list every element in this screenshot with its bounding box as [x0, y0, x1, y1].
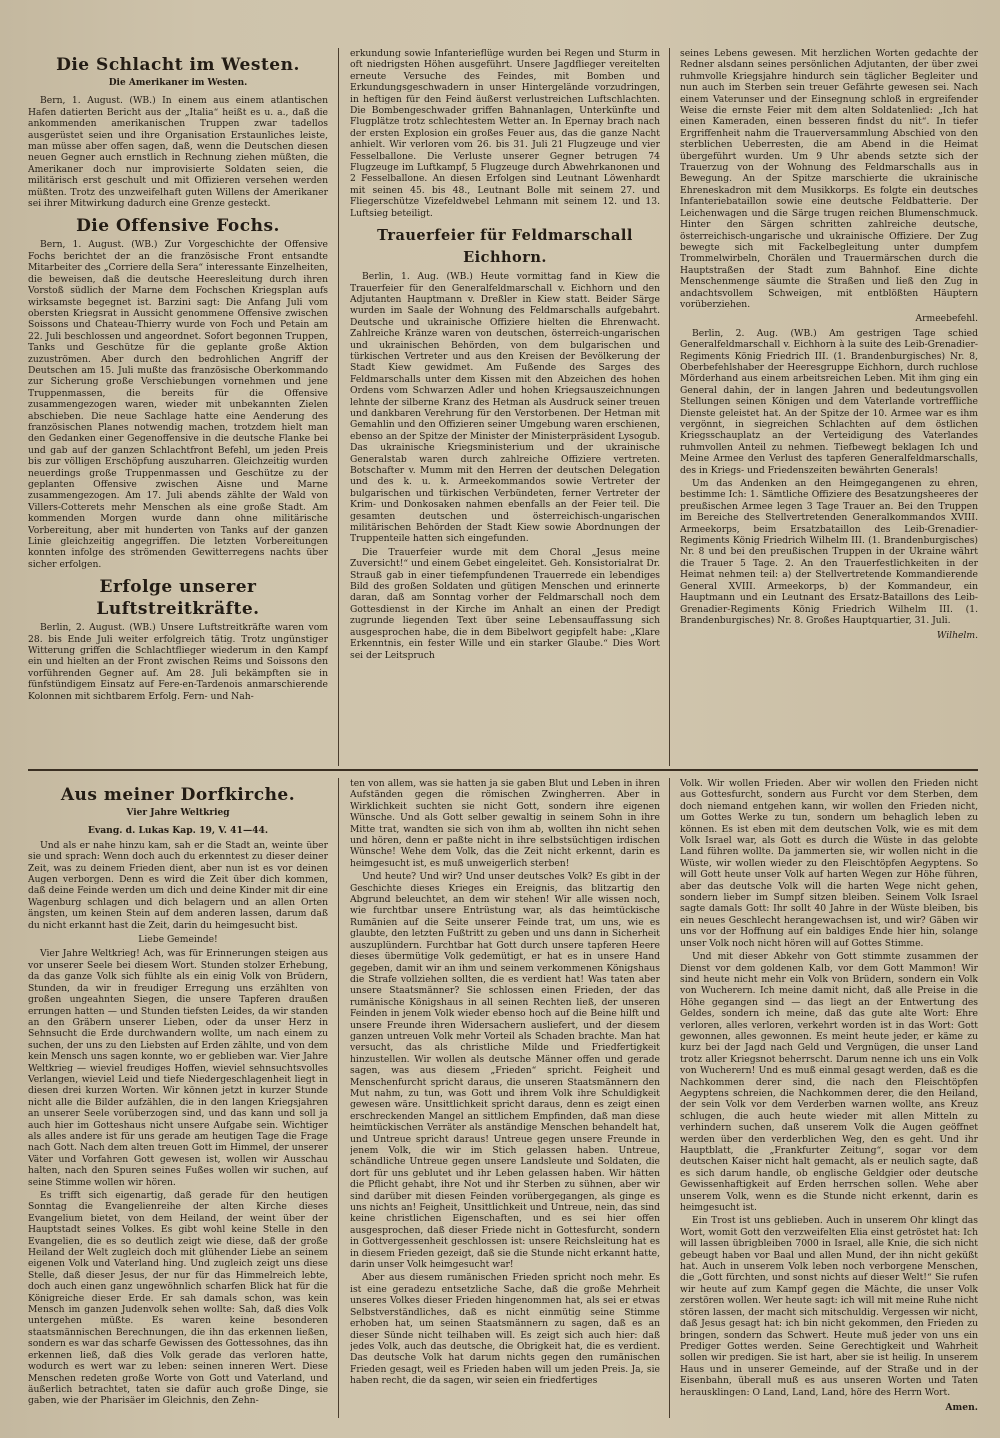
top-section	[28, 48, 978, 766]
top-column-2	[350, 48, 660, 766]
article-paragraph: Bern, 1. August. (WB.) Zur Vorgeschichte der Offensive Fochs berichtet der an die französische Front entsandte Mitarbeiter des „Corriere della Sera“ interessante Einzelheiten, die beweisen, daß die deutsche Heeresleitung durch ihren Vorstoß südlich der Marne dem Fochschen Kriegsplan aufs wirksamste begegnet ist. Barzini sagt: Die Anfang Juli vom obersten Kriegsrat in Aussicht genommene Offensive zwischen Soissons und Chateau-Thierry wurde von Foch und Petain am 22. Juli beschlossen und angeordnet. Sofort begonnen Truppen, Tanks und Geschütze für die geplante große Aktion zuzuströmen. Aber durch den bedrohlichen Angriff der Deutschen am 15. Juli mußte das französische Oberkommando zur Sicherung große Verschiebungen vornehmen und jene Truppenmassen, die bereits für die Offensive zusammengezogen waren, wieder mit unbekannten Zielen abschieben. Die neue Sachlage hatte eine Aenderung des französischen Planes notwendig machen, trotzdem hielt man den Gedanken einer Gegenoffensive in die deutsche Flanke bei und gab auf der ganzen Schlachtfront Befehl, um jeden Preis bis zur völligen Erschöpfung auszuharren. Gleichzeitig wurden neuerdings große Truppenmassen und Geschütze zu der geplanten Offensive zwischen Aisne und Marne zusammengezogen. Am 17. Juli abends zählte der Wald von Villers-Cotterets mehr Menschen als eine große Stadt. Am kommenden Morgen wurde dann ohne militärische Vorbereitung, aber mit hunderten von Tanks auf der ganzen Linie gleichzeitig angegriffen. Die letzten Vorbereitungen konnten infolge des strömenden Gewitterregens nachts über sicher erfolgen.	[28, 239, 328, 570]
armeebefehl-caption: Armeebefehl.	[915, 313, 978, 325]
subheadline-weltkrieg: Vier Jahre Weltkrieg	[126, 808, 230, 818]
article-paragraph: seines Lebens gewesen. Mit herzlichen Worten gedachte der Redner alsdann seines persönlichen Adjutanten, der über zwei ruhmvolle Kriegsjahre hindurch sein täglicher Begleiter und nun auch im Sterben sein treuer Gefährte gewesen sei. Nach einem Vaterunser und der Einsegnung schloß in ergreifender Weise die ernste Feier mit dem alten Soldatenlied: „Ich hat einen Kameraden, einen besseren findst du nit“. In tiefer Ergriffenheit nahm die Trauerversammlung Abschied von den sterblichen Ueberresten, die am Abend in die Heimat übergeführt wurden. Um 9 Uhr abends setzte sich der Trauerzug von der Wohnung des Feldmarschalls aus in Bewegung. An der Spitze marschierte die ukrainische Ehreneskadron mit dem Musikkorps. Es folgte ein deutsches Infanteriebataillon sowie eine deutsche Feldbatterie. Der Leichenwagen und die Särge trugen reichen Blumenschmuck. Hinter den Särgen schritten zahlreiche deutsche, österreichisch-ungarische und ukrainische Offiziere. Der Zug bewegte sich mit Fackelbegleitung unter dumpfem Trommelwirbeln, Chorälen und Trauermärschen durch die Hauptstraßen der Stadt zum Bahnhof. Eine dichte Menschenmenge säumte die Straßen und ließ den Zug in andachtsvollem Schweigen, mit entblößten Häuptern vorüberziehen.	[680, 48, 978, 310]
article-paragraph: Es trifft sich eigenartig, daß gerade für den heutigen Sonntag die Evangelienreihe der alten Kirche dieses Evangelium bietet, von dem Heiland, der weint über der Hauptstadt seines Volkes. Es gibt wohl keine Stelle in den Evangelien, die es so deutlich zeigt wie diese, daß der große Heiland der Welt zugleich doch mit glühender Liebe an seinem eigenen Volk und Vaterland hing. Und zugleich zeigt uns diese Stelle, daß dieser Jesus, der nur für das Himmelreich lebte, doch auch einen ganz ungewöhnlich scharfen Blick hat für die Königreiche dieser Erde. Er sah damals schon, was kein Mensch im ganzen Judenvolk sehen wollte: Sah, daß dies Volk untergehen müßte. Es waren keine besonderen staatsmännischen Berechnungen, die ihn das erkennen ließen, sondern es war das scharfe Gewissen des Gottessohnes, das ihn erkennen ließ, daß dies Volk gerade das verloren hatte, wodurch es wert war zu leben: seinen inneren Wert. Diese Menschen redeten große Worte von Gott und Vaterland, und äußerlich betrachtet, taten sie dafür auch große Dinge, sie gaben, wie der Pharisäer im Gleichnis, den Zehn-	[28, 1190, 328, 1407]
headline-schlacht-westen: Die Schlacht im Westen.	[56, 55, 300, 75]
article-paragraph: Volk. Wir wollen Frieden. Aber wir wollen den Frieden nicht aus Gottesfurcht, sondern aus Furcht vor dem Sterben, dem doch niemand entgehen kann, wir wollen den Frieden nicht, um Gottes Werke zu tun, sondern um behaglich leben zu können. Es ist eben mit dem deutschen Volk, wie es mit dem Volk Israel war, als Gott es durch die Wüste in das gelobte Land führen wollte. Da jammerten sie, wir wollen nicht in die Wüste, wir wollen wieder zu den Fleischtöpfen Aegyptens. So will Gott heute unser Volk auf harten Wegen zur Höhe führen, aber das deutsche Volk will die harten Wege nicht gehen, sondern lieber im Sumpf sitzen bleiben. Seinem Volk Israel sagte damals Gott: Ihr sollt 40 Jahre in der Wüste bleiben, bis ein neues Geschlecht herangewachsen ist, und wir? Gäben wir uns vor der Hoffnung auf ein baldiges Ende hier hin, solange unser Volk noch nicht hören will auf Gottes Stimme.	[680, 778, 978, 949]
bottom-column-2	[350, 778, 660, 1418]
column-divider	[669, 48, 670, 766]
article-paragraph: Und als er nahe hinzu kam, sah er die Stadt an, weinte über sie und sprach: Wenn doch auch du erkenntest zu dieser deiner Zeit, was zu deinem Frieden dient, aber nun ist es vor deinen Augen verborgen. Denn es wird die Zeit über dich kommen, daß deine Feinde werden um dich und deine Kinder mit dir eine Wagenburg schlagen und dich belagern und an allen Orten ängsten, um keinen Stein auf dem anderen lassen, darum daß du nicht erkannt hast die Zeit, darin du heimgesucht bist.	[28, 839, 328, 931]
column-divider	[338, 778, 339, 1418]
bottom-column-3	[680, 778, 978, 1418]
subheadline-amerikaner: Die Amerikaner im Westen.	[108, 78, 248, 88]
bottom-section	[28, 778, 978, 1418]
column-divider	[338, 48, 339, 766]
headline-dorfkirche: Aus meiner Dorfkirche.	[60, 785, 296, 805]
headline-luftstreitkraefte: Erfolge unserer Luftstreitkräfte.	[96, 577, 260, 620]
greeting: Liebe Gemeinde!	[138, 934, 218, 946]
article-paragraph: Um das Andenken an den Heimgegangenen zu ehren, bestimme Ich: 1. Sämtliche Offiziere des Besatzungsheeres der preußischen Armee legen 3 Tage Trauer an. Bei den Truppen im Bereiche des Stellvertretenden Generalkommandos XVIII. Armeekorps, beim Ersatzbataillon des Leib-Grenadier-Regiments König Friedrich Wilhelm III. (1. Brandenburgisches) Nr. 8 und bei den preußischen Truppen in der Ukraine währt die Trauer 5 Tage. 2. An den Trauerfestlichkeiten in der Heimat nehmen teil: a) der Stellvertretende Kommandierende General XVIII. Armeekorps, b) der Kommandeur, ein Hauptmann und ein Leutnant des Ersatz-Bataillons des Leib-Grenadier-Regiments König Friedrich Wilhelm III. (1. Brandenburgisches) Nr. 8. Großes Hauptquartier, 31. Juli.	[680, 478, 978, 626]
top-column-1	[28, 48, 328, 766]
article-paragraph: Bern, 1. August. (WB.) In einem aus einem atlantischen Hafen datierten Bericht aus der „Italia“ heißt es u. a., daß die ankommenden amerikanischen Truppen zwar tadellos ausgerüstet seien und ihre Organisation Erstaunliches leiste, man müsse aber offen sagen, daß, wenn die Deutschen diesen neuen Gegner auch ernstlich in Rechnung ziehen müßten, die Amerikaner doch nur improvisierte Soldaten seien, die militärisch erst geschult und mit Offizieren versehen werden müßten. Trotz des unzweifelhaft guten Willens der Amerikaner sei ihrer Mitwirkung dadurch eine Grenze gesteckt.	[28, 95, 328, 210]
article-paragraph: Die Trauerfeier wurde mit dem Choral „Jesus meine Zuversicht!“ und einem Gebet eingeleitet. Geh. Konsistorialrat Dr. Strauß gab in einer tiefempfundenen Trauerrede ein lebendiges Bild des großen Soldaten und gütigen Menschen und erinnerte daran, daß am Sonntag vorher der Feldmarschall noch dem Gottesdienst in der Kirche im Anhalt an einen der Predigt zugrunde liegenden Text über seine Lebensauffassung sich ausgesprochen habe, die in dem Bibelwort gegipfelt habe: „Klare Erkenntnis, ein fester Wille und ein starker Glaube.“ Dies Wort sei der Leitspruch	[350, 546, 660, 661]
article-paragraph: Ein Trost ist uns geblieben. Auch in unserem Ohr klingt das Wort, womit Gott den verzweifelten Elia einst getröstet hat: Ich will lassen übrigbleiben 7000 in Israel, alle Knie, die sich nicht gebeugt haben vor Baal und allen Mund, der ihn nicht geküßt hat. Auch in unserem Volk leben noch verborgene Menschen, die „Gott fürchten, und sonst nichts auf dieser Welt!“ Sie rufen wir heute auf zum Kampf gegen die Mächte, die unser Volk zerstören wollen. Wer heute sagt: ich will mit meine Ruhe nicht stören lassen, der macht sich mitschuldig. Vergessen wir nicht, daß Jesus gesagt hat: ich bin nicht gekommen, den Frieden zu bringen, sondern das Schwert. Heute muß jeder von uns ein Prediger Gottes werden. Seine Gerechtigkeit und Wahrheit sollen wir predigen. Sie ist hart, aber sie ist heilig. In unserem Haus und in unserer Gemeinde, auf der Straße und in der Eisenbahn, überall muß es aus unseren Worten und Taten herausklingen: O Land, Land, Land, höre des Herrn Wort.	[680, 1215, 978, 1398]
headline-trauerfeier: Trauerfeier für Feldmarschall Eichhorn.	[377, 227, 633, 267]
bottom-column-1	[28, 778, 328, 1418]
article-paragraph: Berlin, 2. August. (WB.) Unsere Luftstreitkräfte waren vom 28. bis Ende Juli weiter erfolgreich tätig. Trotz ungünstiger Witterung griffen die Schlachtflieger wiederum in den Kampf ein und hielten an der Front zwischen Reims und Soissons den vorführenden Gegner auf. Am 28. Juli bekämpften sie in fünfstündigem Einsatz auf Fere-en-Tardenois anmarschierende Kolonnen mit sichtbarem Erfolg. Fern- und Nah-	[28, 622, 328, 702]
top-column-3	[680, 48, 978, 766]
article-paragraph: Vier Jahre Weltkrieg! Ach, was für Erinnerungen steigen aus vor unserer Seele bei diesem Wort. Stunden stolzer Erhebung, da das ganze Volk sich fühlte als ein einig Volk von Brüdern, Stunden, da wir in freudiger Erregung uns erzählten von großen ungeahnten Siegen, die unsere Tapferen draußen errungen hatten — und Stunden tiefsten Leides, da wir standen an den Gräbern unserer Lieben, oder da unser Herz in Sehnsucht die Erde durchwandern wollte, um nach einem zu suchen, der uns zu den Liebsten auf Erden zählte, und von dem kein Mensch uns sagen konnte, wo er geblieben war. Vier Jahre Weltkrieg — wieviel freudiges Hoffen, wieviel sehnsuchtsvolles Verlangen, wieviel Leid und tiefe Niedergeschlagenheit liegt in diesen drei kurzen Worten. Wir können jetzt in kurzer Stunde nicht alle die Bilder aufzählen, die in den langen Kriegsjahren an unserer Seele vorüberzogen sind, und das kann und soll ja auch hier im Gotteshaus nicht unsere Aufgabe sein. Wichtiger als alles andere ist für uns gerade am heutigen Tage die Frage nach Gott. Nach dem alten treuen Gott im Himmel, der unserer Väter und Vorfahren Gott gewesen ist, wollen wir Ausschau halten, nach den Spuren seines Fußes wollen wir suchen, auf seine Stimme wollen wir hören.	[28, 948, 328, 1188]
signature: Wilhelm.	[936, 630, 978, 642]
article-paragraph: ten von allem, was sie hatten ja sie gaben Blut und Leben in ihren Aufständen gegen die römischen Zwingherren. Aber in Wirklichkeit suchten sie nicht Gott, sondern ihre eigenen Wünsche. Und als Gott selber gewaltig in seinem Sohn in ihre Mitte trat, wandten sie sich von ihm ab, wollten ihn nicht sehen und hören, denn er paßte nicht in ihre selbstsüchtigen irdischen Wünsche! Wehe dem Volk, das die Zeit nicht erkennt, darin es heimgesucht ist, es muß unweigerlich sterben!	[350, 778, 660, 869]
article-paragraph: Berlin, 2. Aug. (WB.) Am gestrigen Tage schied Generalfeldmarschall v. Eichhorn à la suite des Leib-Grenadier-Regiments König Friedrich III. (1. Brandenburgisches) Nr. 8, Oberbefehlshaber der Heeresgruppe Eichhorn, durch ruchlose Mörderhand aus einem arbeitsreichen Leben. Mit ihm ging ein General dahin, der in langen Jahren und bedeutungsvollen Stellungen seinen Königen und dem Vaterlande vortreffliche Dienste geleistet hat. An der Spitze der 10. Armee war es ihm vergönnt, in siegreichen Schlachten auf dem östlichen Kriegsschauplatz an der Verteidigung des Vaterlandes ruhmvollen Anteil zu nehmen. Tiefbewegt beklagen Ich und Meine Armee den Verlust des tapferen Generalfeldmarschalls, des in Kriegs- und Friedenszeiten bewährten Generals!	[680, 327, 978, 476]
article-paragraph: erkundung sowie Infanterieflüge wurden bei Regen und Sturm in oft niedrigsten Höhen ausgeführt. Unsere Jagdflieger vereitelten erneute Versuche des Feindes, mit Bomben und Erkundungsgeschwadern in unser Hintergelände vorzudringen, in heftigen für den Feind äußerst verlustreichen Luftschlachten. Die Bombengeschwader griffen Bahnanlagen, Unterkünfte und Flugplätze trotz schlechtestem Wetter an. In Epernay brach nach der ersten Explosion ein großes Feuer aus, das die ganze Nacht anhielt. Wir verloren vom 26. bis 31. Juli 21 Flugzeuge und vier Fesselballone. Die Verluste unserer Gegner betrugen 74 Flugzeuge im Luftkampf, 5 Flugzeuge durch Abwehrkanonen und 2 Fesselballone. An diesen Erfolgen sind Leutnant Löwenhardt mit seinen 45. bis 48., Leutnant Bolle mit seinem 27. und Fliegerschütze Vizefeldwebel Lehmann mit seinem 12. und 13. Luftsieg beteiligt.	[350, 48, 660, 219]
column-divider	[669, 778, 670, 1418]
headline-offensive-fochs: Die Offensive Fochs.	[76, 216, 280, 237]
closing-amen: Amen.	[945, 1401, 978, 1413]
section-divider	[28, 769, 978, 771]
scripture-reference: Evang. d. Lukas Kap. 19, V. 41—44.	[87, 825, 269, 837]
article-paragraph: Und heute? Und wir? Und unser deutsches Volk? Es gibt in der Geschichte dieses Krieges ein Ereignis, das blitzartig den Abgrund beleuchtet, an dem wir stehen! Wir alle wissen noch, wie furchtbar unsere Entrüstung war, als das heimtückische Rumänien auf die Seite unserer Feinde trat, um uns, wie es glaubte, den letzten Fußtritt zu geben und uns dann in Sicherheit auszuplündern. Furchtbar hat Gott durch unsere tapferen Heere dieses übermütige Volk gedemütigt, er hat es in unsere Hand gegeben, damit wir an ihm und seinem verkommenen Königshaus die Strafe vollziehen sollten, die es verdient hat! Was taten aber unsere Staatsmänner? Sie schlossen einen Frieden, der das rumänische Königshaus in all seinen Rechten ließ, der unseren Feinden in jenem Volk wieder ebenso hoch auf die Beine hilft und unsere Freunde ihren Widersachern ausliefert, und der diesem ganzen untreuen Volk mehr Vorteil als Schaden brachte. Man hat versucht, das als christliche Milde und Friedfertigkeit hinzustellen. Wir wollen als deutsche Männer offen und gerade sagen, was aus diesem „Frieden“ spricht. Feigheit und Menschenfurcht spricht daraus, die unseren Staatsmännern den Mut nahm, zu tun, was Gott und ihrem Volk ihre Schuldigkeit gewesen wäre. Unsittlichkeit spricht daraus, denn es zeigt einen erschreckenden Mangel an sittlichem Empfinden, daß man diese heimtückischen Verräter als anständige Menschen behandelt hat, und Untreue spricht daraus! Untreue gegen unsere Freunde in jenem Volk, die wir im Stich gelassen haben. Untreue, schändliche Untreue gegen unsere Landsleute und Soldaten, die dort für uns geblutet und ihr Leben gelassen haben. Wir hätten die Pflicht gehabt, ihre Not und ihr Sterben zu sühnen, aber wir sind darüber mit diesen Feinden vorübergegangen, als ginge es uns nichts an! Feigheit, Unsittlichkeit und Untreue, nein, das sind keine christlichen Eigenschaften, und es sei hier offen ausgesprochen, daß dieser Friede nicht in Gottesfurcht, sondern in Gottvergessenheit geschlossen ist: unsere Reichsleitung hat es in diesem Frieden gezeigt, daß sie die Stunde nicht erkannt hatte, darin unser Volk heimgesucht war!	[350, 871, 660, 1271]
article-paragraph: Berlin, 1. Aug. (WB.) Heute vormittag fand in Kiew die Trauerfeier für den Generalfeldmarschall v. Eichhorn und den Adjutanten Hauptmann v. Dreßler in Kiew statt. Beider Särge wurden im Saale der Wohnung des Feldmarschalls aufgebahrt. Deutsche und ukrainische Offiziere hielten die Ehrenwacht. Zahlreiche Kränze waren von deutschen, österreich-ungarischen und ukrainischen Behörden, von dem bulgarischen und türkischen Vertreter und aus den Kreisen der Bevölkerung der Stadt Kiew gewidmet. Am Fußende des Sarges des Feldmarschalls unter dem Kissen mit den Abzeichen des hohen Ordens vom Schwarzen Adler und hohen Kriegsauszeichnungen lehnte der silberne Kranz des Hetman als Ausdruck seiner treuen und dankbaren Verehrung für den Verstorbenen. Der Hetman mit Gemahlin und den Offizieren seiner Umgebung waren erschienen, ebenso an der Spitze der Minister der Ministerpräsident Lysogub. Das ukrainische Kriegsministerium und der ukrainische Generalstab waren durch zahlreiche Offiziere vertreten. Botschafter v. Mumm mit den Herren der deutschen Delegation und des k. u. k. Armeekommandos sowie Vertreter der bulgarischen und türkischen Verbündeten, ferner Vertreter der Krim- und Donkosaken nahmen ebenfalls an der Feier teil. Die gesamten deutschen und österreichisch-ungarischen militärischen Behörden der Stadt Kiew sowie Abordnungen der Truppenteile hatten sich eingefunden.	[350, 271, 660, 545]
article-paragraph: Aber aus diesem rumänischen Frieden spricht noch mehr. Es ist eine geradezu entsetzliche Sache, daß die große Mehrheit unseres Volkes dieser Frieden hingenommen hat, als sei er etwas Selbstverständliches, daß es nicht einmütig seine Stimme erhoben hat, um seinen Staatsmännern zu sagen, daß es an dieser Sünde nicht teilhaben will. Es zeigt sich auch hier: daß jedes Volk, auch das deutsche, die Obrigkeit hat, die es verdient. Das deutsche Volk hat darum nichts gegen den rumänischen Frieden gesagt, weil es Frieden haben will um jeden Preis. Ja, sie haben recht, die da sagen, wir seien ein friedfertiges	[350, 1272, 660, 1387]
article-paragraph: Und mit dieser Abkehr von Gott stimmte zusammen der Dienst vor dem goldenen Kalb, vor dem Gott Mammon! Wir sind heute nicht mehr ein Volk von Brüdern, sondern ein Volk von Wucherern. Ich meine damit nicht, daß alle Preise in die Höhe gegangen sind — das liegt an der Entwertung des Geldes, sondern ich meine, daß das gute alte Wort: Ehre verloren, alles verloren, verkehrt worden ist in das Wort: Gott gewonnen, alles gewonnen. Es meint heute jeder, er käme zu kurz bei der Jagd nach Geld und Vergnügen, die unser Land trotz aller Kriegsnot beherrscht. Darum nenne ich uns ein Volk von Wucherern! Und es muß einmal gesagt werden, daß es die Nachkommen derer sind, die nach den Fleischtöpfen Aegyptens schreien, die Nachkommen derer, die den Heiland, der sein Volk vor dem Verderben warnen wollte, ans Kreuz schlugen, die auch heute wieder mit allen Mitteln zu verhindern suchen, daß unserem Volk die Augen geöffnet werden über den verderblichen Weg, den es geht. Und ihr Hauptblatt, die „Frankfurter Zeitung“, sogar vor dem deutschen Kaiser nicht halt gemacht, als er neulich sagte, daß es sich darum handle, ob englische Geldgier oder deutsche Gewissenhaftigkeit auf Erden herrschen sollen. Wehe aber unserem Volk, wenn es die Stunde nicht erkennt, darin es heimgesucht ist.	[680, 951, 978, 1214]
